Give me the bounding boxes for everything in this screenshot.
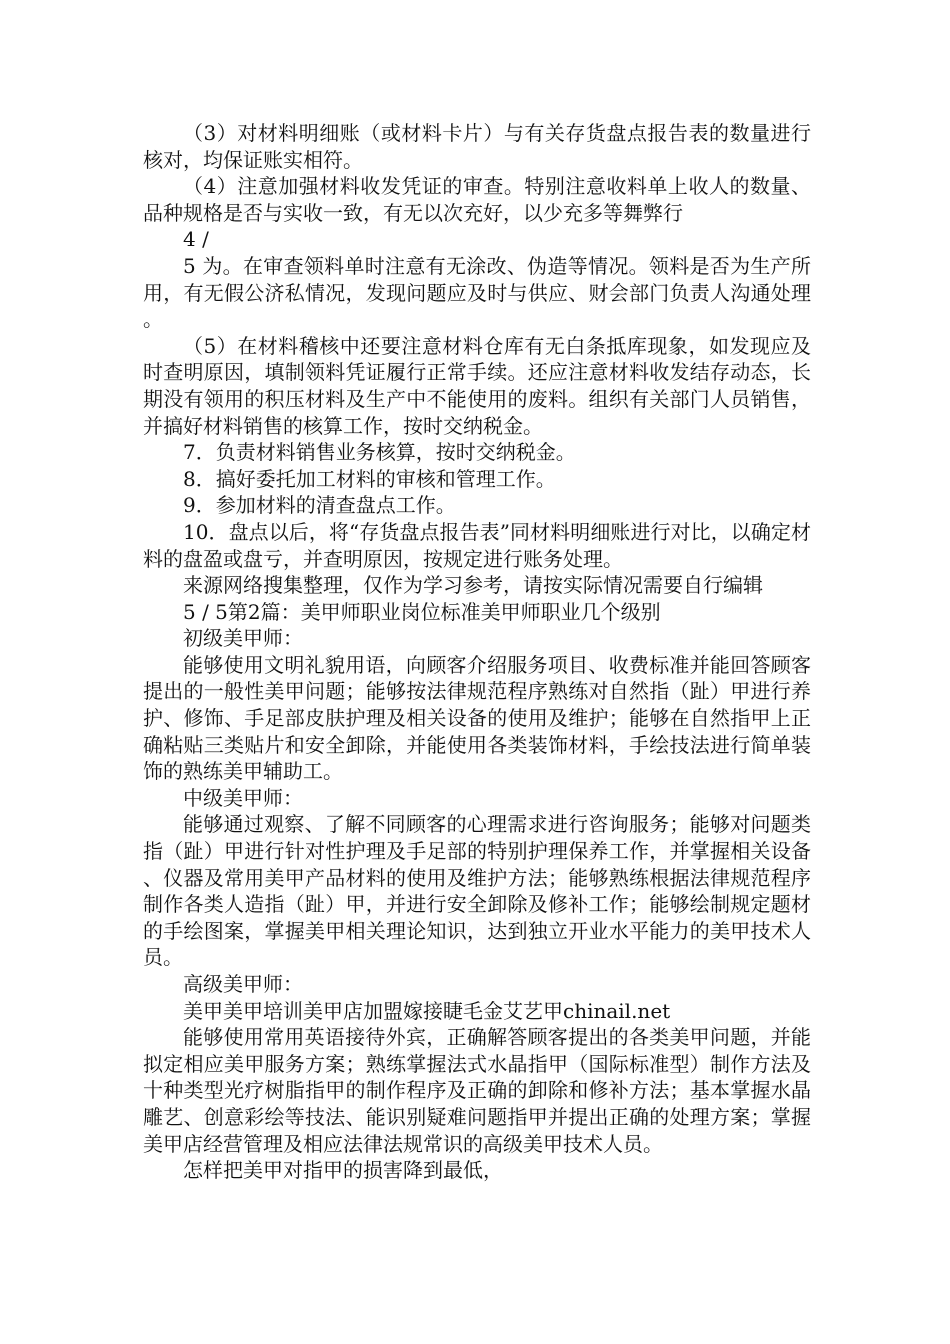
list-item-8: 8．搞好委托加工材料的审核和管理工作。 (183, 466, 556, 491)
paragraph-requisition-review: 5 为。在审查领料单时注意有无涂改、伪造等情况。领料是否为生产所用，有无假公济私情况，发现问题应及时与供应、财会部门负责人沟通处理。 (143, 253, 811, 332)
paragraph-voucher-review: （4）注意加强材料收发凭证的审查。特别注意收料单上收人的数量、品种规格是否与实收一致，有无以次充好，以少充多等舞弊行 (143, 174, 811, 225)
promo-line: 美甲美甲培训美甲店加盟嫁接睫毛金艾艺甲chinail.net (183, 998, 671, 1023)
paragraph-junior-manicurist: 能够使用文明礼貌用语，向顾客介绍服务项目、收费标准并能回答顾客提出的一般性美甲问题；能够按法律规范程序熟练对自然指（趾）甲进行养护、修饰、手足部皮肤护理及相关设备的使用及维护；能够在自然指甲上正确粘贴三类贴片和安全卸除，并能使用各类装饰材料，手绘技法进行简单装饰的熟练美甲辅助工。 (143, 652, 811, 784)
heading-junior-manicurist: 初级美甲师： (183, 626, 303, 651)
paragraph-intermediate-manicurist: 能够通过观察、了解不同顾客的心理需求进行咨询服务；能够对问题类指（趾）甲进行针对性护理及手足部的特别护理保养工作，并掌握相关设备、仪器及常用美甲产品材料的使用及维护方法；能够熟练根据法律规范程序制作各类人造指（趾）甲，并进行安全卸除及修补工作；能够绘制规定题材的手绘图案，掌握美甲相关理论知识，达到独立开业水平能力的美甲技术人员。 (143, 812, 811, 970)
section-heading-article-2: 5 / 5第2篇：美甲师职业岗位标准美甲师职业几个级别 (183, 599, 661, 624)
paragraph-warehouse-audit: （5）在材料稽核中还要注意材料仓库有无白条抵库现象，如发现应及时查明原因，填制领料凭证履行正常手续。还应注意材料收发结存动态，长期没有领用的积压材料及生产中不能使用的废料。组织有关部门人员销售，并搞好材料销售的核算工作，按时交纳税金。 (143, 333, 811, 438)
list-item-7: 7．负责材料销售业务核算，按时交纳税金。 (183, 440, 576, 465)
list-item-10: 10．盘点以后，将“存货盘点报告表”同材料明细账进行对比，以确定材料的盘盈或盘亏，并查明原因，按规定进行账务处理。 (143, 519, 811, 571)
document-body (143, 120, 811, 1184)
heading-intermediate-manicurist: 中级美甲师： (183, 785, 303, 810)
source-note: 来源网络搜集整理，仅作为学习参考，请按实际情况需要自行编辑 (183, 573, 763, 598)
heading-senior-manicurist: 高级美甲师： (183, 972, 303, 996)
page-number-marker: 4 / (183, 227, 209, 252)
paragraph-nail-damage-question: 怎样把美甲对指甲的损害降到最低， (183, 1158, 503, 1183)
list-item-9: 9．参加材料的清查盘点工作。 (183, 493, 456, 518)
paragraph-material-ledger-check: （3）对材料明细账（或材料卡片）与有关存货盘点报告表的数量进行核对，均保证账实相符。 (143, 121, 811, 172)
paragraph-senior-manicurist: 能够使用常用英语接待外宾，正确解答顾客提出的各类美甲问题，并能拟定相应美甲服务方案；熟练掌握法式水晶指甲（国际标准型）制作方法及十种类型光疗树脂指甲的制作程序及正确的卸除和修补方法；基本掌握水晶雕艺、创意彩绘等技法、能识别疑难问题指甲并提出正确的处理方案；掌握美甲店经营管理及相应法律法规常识的高级美甲技术人员。 (143, 1025, 811, 1156)
